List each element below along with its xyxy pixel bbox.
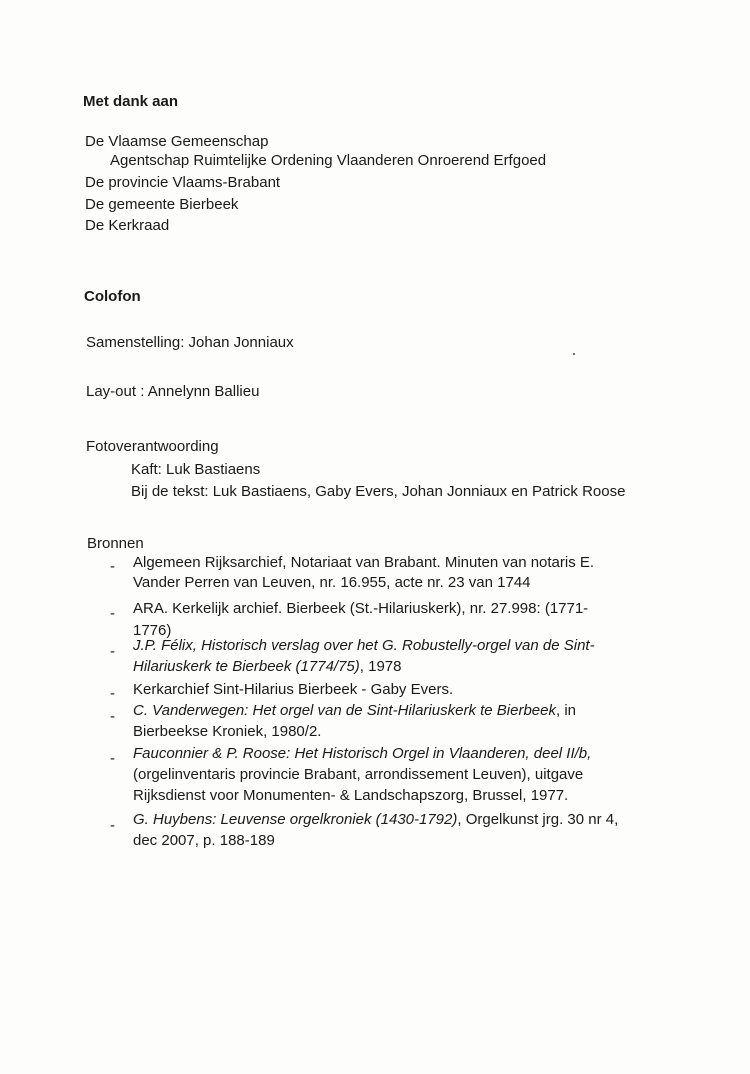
foto-line: Bij de tekst: Luk Bastiaens, Gaby Evers, Johan Jonniaux en Patrick Roose <box>131 483 626 500</box>
source-line: Rijksdienst voor Monumenten- & Landschapszorg, Brussel, 1977. <box>133 787 569 804</box>
source-line <box>133 810 618 830</box>
samenstelling-line: Samenstelling: Johan Jonniaux <box>86 334 294 351</box>
source-title: C. Vanderwegen: Het orgel van de Sint-Hilariuskerk te Bierbeek <box>133 702 556 719</box>
source-line: Kerkarchief Sint-Hilarius Bierbeek - Gaby Evers. <box>133 681 454 698</box>
source-line: Algemeen Rijksarchief, Notariaat van Brabant. Minuten van notaris E. <box>133 554 595 571</box>
colofon-heading: Colofon <box>84 288 141 305</box>
list-bullet: - <box>110 643 115 660</box>
bronnen-heading: Bronnen <box>87 535 144 552</box>
source-line: Vander Perren van Leuven, nr. 16.955, acte nr. 23 van 1744 <box>133 574 531 591</box>
source-line <box>133 701 576 721</box>
foto-heading: Fotoverantwoording <box>86 438 219 455</box>
source-detail: , 1978 <box>359 658 402 675</box>
list-bullet: - <box>110 817 115 834</box>
source-line: 1776) <box>133 622 172 639</box>
thanks-line: De Kerkraad <box>85 217 170 234</box>
source-line: ARA. Kerkelijk archief. Bierbeek (St.-Hilariuskerk), nr. 27.998: (1771- <box>133 600 589 617</box>
list-bullet: - <box>110 750 115 767</box>
source-detail: , in <box>556 702 577 719</box>
source-title: G. Huybens: Leuvense orgelkroniek (1430-1792) <box>133 811 458 828</box>
foto-line: Kaft: Luk Bastiaens <box>131 461 261 478</box>
thanks-line: De Vlaamse Gemeenschap <box>85 133 269 150</box>
source-line: dec 2007, p. 188-189 <box>133 832 275 849</box>
thanks-line: De gemeente Bierbeek <box>85 196 239 213</box>
list-bullet: - <box>110 558 115 575</box>
source-line: Fauconnier & P. Roose: Het Historisch Orgel in Vlaanderen, deel II/b, <box>133 745 592 762</box>
source-line: (orgelinventaris provincie Brabant, arrondissement Leuven), uitgave <box>133 766 584 783</box>
thanks-line: Agentschap Ruimtelijke Ordening Vlaanderen Onroerend Erfgoed <box>110 152 547 169</box>
source-line <box>133 657 402 677</box>
source-detail: , Orgelkunst jrg. 30 nr 4, <box>457 811 619 828</box>
source-title: Hilariuskerk te Bierbeek (1774/75) <box>133 658 360 675</box>
list-bullet: - <box>110 708 115 725</box>
list-bullet: - <box>110 685 115 702</box>
source-line: J.P. Félix, Historisch verslag over het G. Robustelly-orgel van de Sint- <box>133 637 595 654</box>
list-bullet: - <box>110 605 115 622</box>
scan-speck <box>573 353 575 355</box>
thanks-heading: Met dank aan <box>83 93 179 110</box>
source-line: Bierbeekse Kroniek, 1980/2. <box>133 723 322 740</box>
layout-line: Lay-out : Annelynn Ballieu <box>86 383 260 400</box>
thanks-line: De provincie Vlaams-Brabant <box>85 174 281 191</box>
